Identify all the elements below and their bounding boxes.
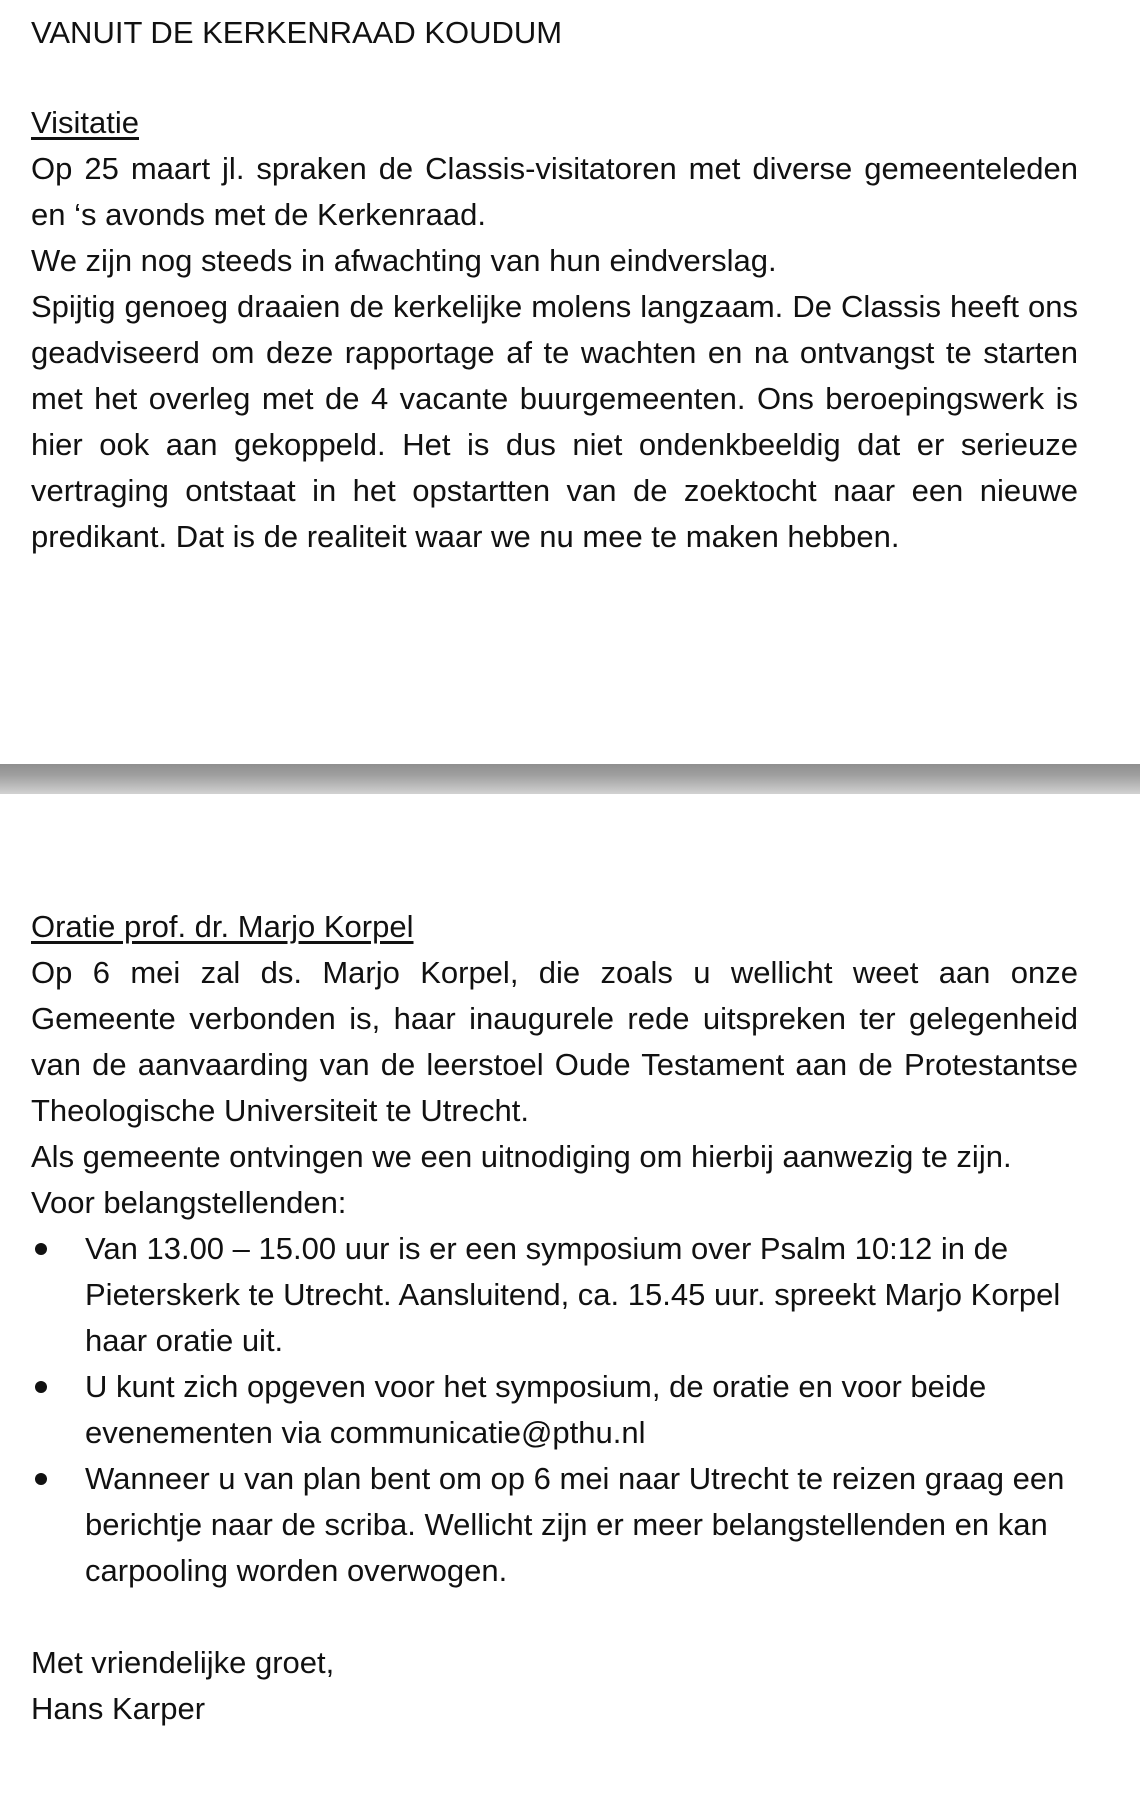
visitatie-paragraph-1: Op 25 maart jl. spraken de Classis-visitatoren met diverse gemeenteleden en ‘s avonds met de Kerkenraad.: [31, 151, 1078, 232]
closing-greeting: Met vriendelijke groet,: [31, 1645, 335, 1680]
oratie-bullet-list: [31, 1226, 1078, 1594]
bullet-dot-icon: [35, 1473, 47, 1485]
list-item-text: Wanneer u van plan bent om op 6 mei naar Utrecht te reizen graag een berichtje naar de scriba. Wellicht zijn er meer belangstellenden en kan carpooling worden overwogen.: [85, 1461, 1065, 1588]
bullet-dot-icon: [35, 1381, 47, 1393]
visitatie-section: [31, 100, 1078, 560]
list-item: [31, 1226, 1075, 1364]
visitatie-paragraph-2: We zijn nog steeds in afwachting van hun eindverslag.: [31, 243, 777, 278]
oratie-paragraph-2: Als gemeente ontvingen we een uitnodiging om hierbij aanwezig te zijn.: [31, 1139, 1012, 1174]
visitatie-paragraph-3: Spijtig genoeg draaien de kerkelijke molens langzaam. De Classis heeft ons geadviseerd om deze rapportage af te wachten en na ontvangst te starten met het overleg met de 4 vacante buurgemeenten. Ons beroepingswerk is hier ook aan gekoppeld. Het is dus niet ondenkbeeldig dat er serieuze vertraging ontstaat in het opstartten van de zoektocht naar een nieuwe predikant. Dat is de realiteit waar we nu mee te maken hebben.: [31, 289, 1078, 554]
document-title: VANUIT DE KERKENRAAD KOUDUM: [31, 15, 563, 50]
closing-signature: Hans Karper: [31, 1691, 206, 1726]
bullet-dot-icon: [35, 1243, 47, 1255]
list-item: [31, 1364, 1075, 1456]
list-item: [31, 1456, 1075, 1594]
closing-block: [31, 1640, 1078, 1732]
oratie-paragraph-1: Op 6 mei zal ds. Marjo Korpel, die zoals u wellicht weet aan onze Gemeente verbonden is, haar inaugurele rede uitspreken ter gelegenheid van de aanvaarding van de leerstoel Oude Testament aan de Protestantse Theologische Universiteit te Utrecht.: [31, 955, 1078, 1128]
oratie-paragraph-3: Voor belangstellenden:: [31, 1185, 347, 1220]
oratie-heading: Oratie prof. dr. Marjo Korpel: [31, 909, 414, 944]
section-divider: [0, 764, 1140, 794]
list-item-text: U kunt zich opgeven voor het symposium, de oratie en voor beide evenementen via communicatie@pthu.nl: [85, 1369, 987, 1450]
list-item-text: Van 13.00 – 15.00 uur is er een symposium over Psalm 10:12 in de Pieterskerk te Utrecht. Aansluitend, ca. 15.45 uur. spreekt Marjo Korpel haar oratie uit.: [85, 1231, 1061, 1358]
visitatie-heading: Visitatie: [31, 105, 139, 140]
oratie-section: [31, 904, 1078, 1732]
